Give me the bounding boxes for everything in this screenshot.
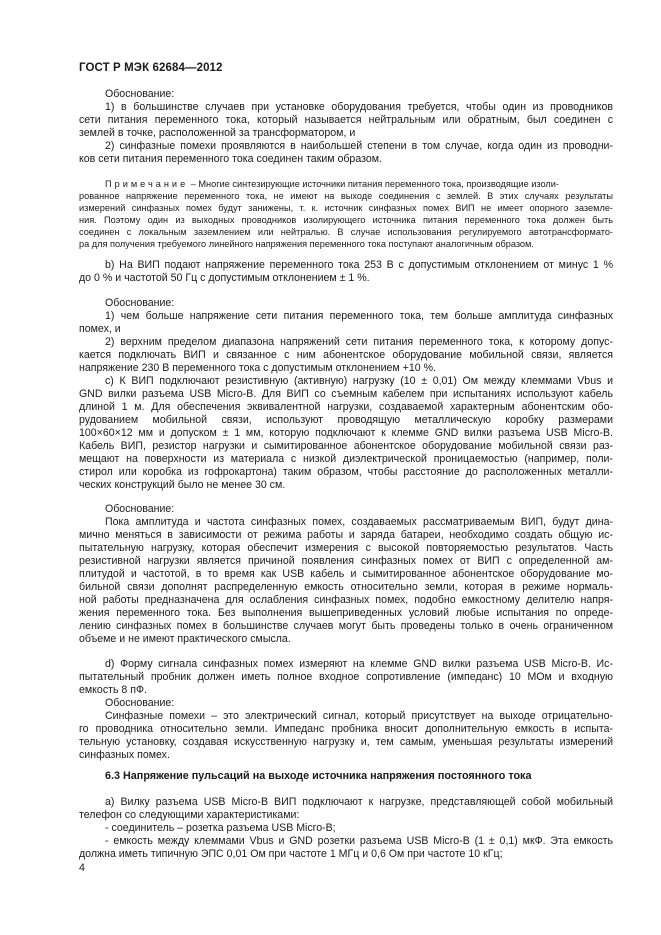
page-number: 4 (79, 862, 85, 874)
note-line: соединен с локальным заземлением или нейтралью. В случае использования регулируемого автотрансформато- (79, 227, 613, 237)
paragraph-line: резистивной нагрузки является причиной появления синфазных помех от ВИП с определенной ам- (79, 555, 613, 567)
item-c-line: 100×60×12 мм и допуском ± 1 мм, которую подключают к клемме GND вилки разъема USB Micro-B. (79, 427, 613, 439)
item-b-line: до 0 % и частотой 50 Гц с допустимым отклонением ± 1 %. (79, 272, 370, 284)
item-c-line: стирол или коробка из гофрокартона) таким образом, чтобы расстояние до расположенных металли- (79, 466, 613, 478)
paragraph-line: объеме и не имеют практического смысла. (79, 633, 291, 645)
item-c-line: длиной 1 м. Для обеспечения эквивалентной нагрузки, создаваемой характерным абонентским обо- (79, 401, 613, 413)
paragraph-line: синфазных помех. (79, 749, 170, 761)
item-c-line: GND вилки разъема USB Micro-B. Для ВИП со съемным кабелем при испытаниях используют кабель (79, 388, 613, 400)
paragraph-line: сети питания переменного тока, который называется нейтральным или обратным, был соединен с (79, 114, 613, 126)
list-item: - соединитель – розетка разъема USB Micro-B; (105, 822, 336, 834)
list-item-continuation: должна иметь типичную ЭПС 0,01 Ом при частоте 1 МГц и 0,6 Ом при частоте 10 кГц; (79, 848, 503, 860)
paragraph-line: кается подключать ВИП и связанное с ним абонентское оборудование мобильной связи, является (79, 349, 613, 361)
paragraph-line: ной работы предназначена для ослабления синфазных помех, подобно емкостному делителю напря- (79, 594, 613, 606)
note-line: ра для получения требуемого линейного напряжения переменного тока поступают аналогичным образом. (79, 239, 534, 249)
paragraph-line: лению синфазных помех в большинстве случаев могут быть проведены только в очень ограниченном (79, 620, 613, 632)
item-c-line: c) К ВИП подключают резистивную (активную) нагрузку (10 ± 0,01) Ом между клеммами Vbus и (105, 375, 613, 387)
rationale-heading: Обоснование: (105, 503, 175, 515)
note-line: ния. Поэтому один из выходных проводников изолирующего источника питания переменного тока должен быть (79, 215, 613, 225)
item-d-line: емкость 8 пФ. (79, 684, 148, 696)
rationale-heading: Обоснование: (105, 88, 175, 100)
rationale-heading: Обоснование: (105, 697, 175, 709)
paragraph-line: ков сети питания переменного тока соединен таким образом. (79, 153, 382, 165)
paragraph-line: жения переменного тока. Без выполнения вышеприведенных условий любые испытания по опреде- (79, 607, 613, 619)
paragraph-line: мично меняться в зависимости от режима работы и заряда батареи, необходимо создать общую ис- (79, 529, 613, 541)
item-c-line: ческих конструкций было не менее 30 см. (79, 479, 286, 491)
paragraph-line: 1) чем больше напряжение сети питания переменного тока, тем больше амплитуда синфазных (105, 310, 613, 322)
note-first-line (105, 178, 613, 190)
paragraph-line: напряжение 230 В переменного тока с допустимым отклонением +10 %. (79, 362, 436, 374)
item-c-line: мещают на поверхности из материала с низкой диэлектрической проницаемостью (например, поли- (79, 453, 613, 465)
paragraph-line: Синфазные помехи – это электрический сигнал, который присутствует на выходе отрицательно- (105, 710, 613, 722)
rationale-heading: Обоснование: (105, 297, 175, 309)
paragraph-line: помех, и (79, 323, 121, 335)
item-b-line: b) На ВИП подают напряжение переменного тока 253 В с допустимым отклонением от минус 1 % (105, 259, 613, 271)
note-label: Примечание (105, 179, 189, 189)
note-text: – Многие синтезирующие источники питания переменного тока, производящие изоли- (188, 179, 559, 189)
paragraph-line: плитудой и частотой, в то время как USB кабель и сымитированное абонентское оборудование мо- (79, 568, 613, 580)
paragraph-line: Пока амплитуда и частота синфазных помех, создаваемых рассматриваемым ВИП, будут дина- (105, 516, 613, 528)
paragraph-line: 2) верхним пределом диапазона напряжений сети питания переменного тока, к которому допус- (105, 336, 613, 348)
section-heading: 6.3 Напряжение пульсаций на выходе источника напряжения постоянного тока (105, 770, 532, 782)
item-d-line: d) Форму сигнала синфазных помех измеряют на клемме GND вилки разъема USB Micro-B. Ис- (105, 658, 613, 670)
list-item: - емкость между клеммами Vbus и GND розетки разъема USB Micro-B (1 ± 0,1) мкФ. Эта емкость (105, 835, 613, 847)
paragraph-line: тельную установку, создавая искусственную нагрузку и, тем самым, уменьшая результаты измерений (79, 736, 613, 748)
item-c-line: рудованием мобильной связи, используют проводящую металлическую коробку размерами (79, 414, 613, 426)
paragraph-line: го проводника относительно земли. Импеданс пробника вносит дополнительную емкость в испыта- (79, 723, 613, 735)
item-d-line: пытательный пробник должен иметь полное входное сопротивление (импеданс) 10 МОм и входную (79, 671, 613, 683)
note-line: измерений синфазных помех будут занижены, т. к. источник синфазных помех ВИП не имеет опорного заземле- (79, 203, 613, 213)
item-a-line: телефон со следующими характеристиками: (79, 809, 300, 821)
item-a-line: а) Вилку разъема USB Micro-B ВИП подключают к нагрузке, представляющей собой мобильный (105, 796, 613, 808)
paragraph-line: 2) синфазные помехи проявляются в наибольшей степени в том случае, когда один из проводни- (105, 140, 613, 152)
paragraph-line: пытательную нагрузку, которая обеспечит измерения с высокой повторяемостью результатов. Часть (79, 542, 613, 554)
document-header: ГОСТ Р МЭК 62684—2012 (79, 62, 223, 74)
paragraph-line: бильной связи дополнят распределенную емкость относительно земли, которая в режиме нормаль- (79, 581, 613, 593)
paragraph-line: землей в точке, расположенной за трансформатором, и (79, 127, 356, 139)
note-line: рованное напряжение переменного тока, не имеют на выходе соединения с землей. В этих случаях результаты (79, 191, 613, 201)
paragraph-line: 1) в большинстве случаев при установке оборудования требуется, чтобы один из проводников (105, 101, 613, 113)
item-c-line: Кабель ВИП, резистор нагрузки и сымитированное абонентское оборудование мобильной связи раз- (79, 440, 613, 452)
